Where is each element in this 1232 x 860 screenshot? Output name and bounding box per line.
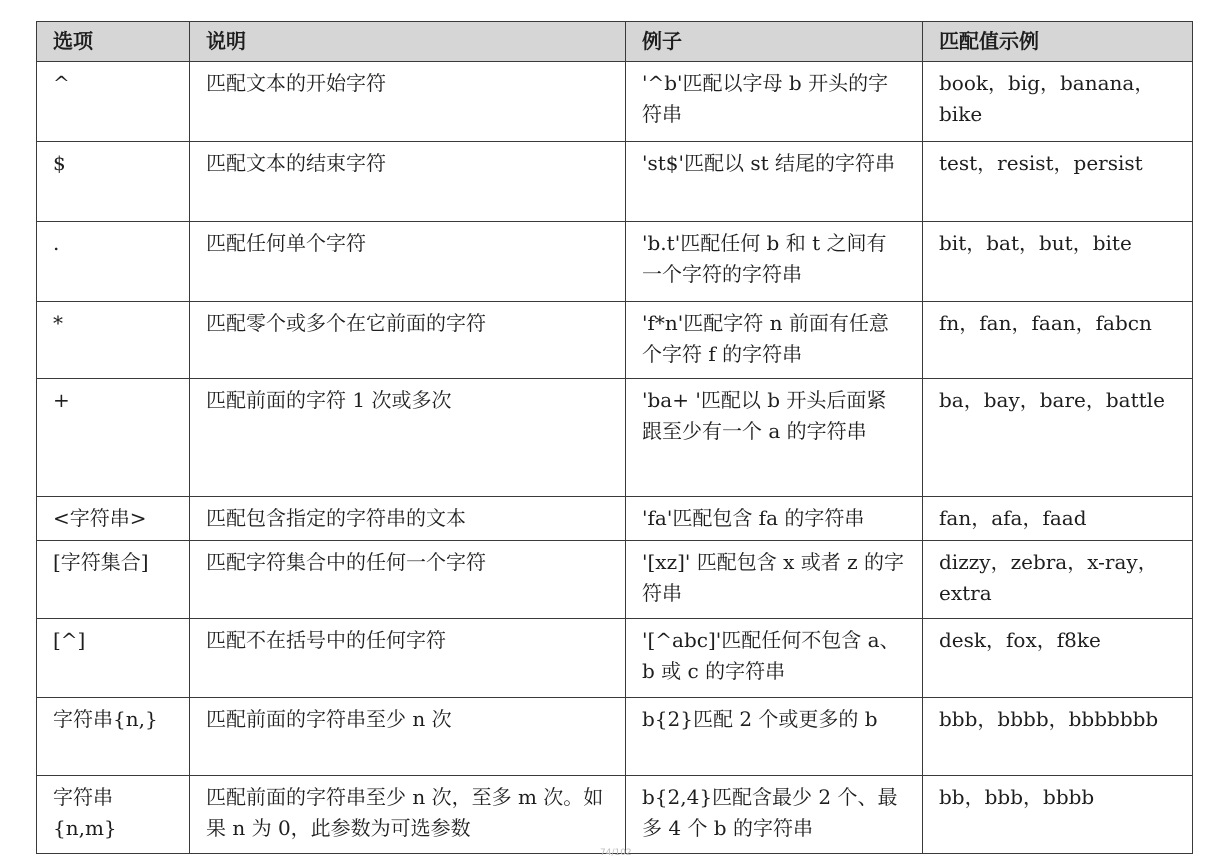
description-cell: 匹配前面的字符串至少 n 次，至多 m 次。如果 n 为 0，此参数为可选参数: [190, 776, 626, 854]
description-cell: 匹配前面的字符 1 次或多次: [190, 379, 626, 497]
example-cell: 'b.t'匹配任何 b 和 t 之间有一个字符的字符串: [626, 222, 923, 302]
table-row: [37, 222, 1193, 302]
table-row: [37, 62, 1193, 142]
table-row: [37, 619, 1193, 698]
example-cell: 'f*n'匹配字符 n 前面有任意个字符 f 的字符串: [626, 302, 923, 379]
table-row: [37, 541, 1193, 619]
description-cell: 匹配字符集合中的任何一个字符: [190, 541, 626, 619]
match-cell: fn，fan，faan，fabcn: [923, 302, 1193, 379]
header-description: 说明: [190, 22, 626, 62]
table-row: [37, 776, 1193, 854]
match-cell: test，resist，persist: [923, 142, 1193, 222]
example-cell: 'fa'匹配包含 fa 的字符串: [626, 497, 923, 541]
table-row: [37, 497, 1193, 541]
header-option: 选项: [37, 22, 190, 62]
header-match-examples: 匹配值示例: [923, 22, 1193, 62]
match-cell: ba，bay，bare，battle: [923, 379, 1193, 497]
description-cell: 匹配零个或多个在它前面的字符: [190, 302, 626, 379]
description-cell: 匹配包含指定的字符串的文本: [190, 497, 626, 541]
match-cell: bbb，bbbb，bbbbbbb: [923, 698, 1193, 776]
description-cell: 匹配任何单个字符: [190, 222, 626, 302]
table-body: [37, 62, 1193, 854]
example-cell: '[^abc]'匹配任何不包含 a、b 或 c 的字符串: [626, 619, 923, 698]
table-row: [37, 698, 1193, 776]
table-row: [37, 142, 1193, 222]
option-cell: [字符集合]: [37, 541, 190, 619]
description-cell: 匹配文本的开始字符: [190, 62, 626, 142]
header-row: [37, 22, 1193, 62]
example-cell: b{2,4}匹配含最少 2 个、最多 4 个 b 的字符串: [626, 776, 923, 854]
option-cell: 字符串{n,m}: [37, 776, 190, 854]
regex-options-table: [36, 21, 1193, 854]
option-cell: $: [37, 142, 190, 222]
header-example: 例子: [626, 22, 923, 62]
option-cell: [^]: [37, 619, 190, 698]
description-cell: 匹配不在括号中的任何字符: [190, 619, 626, 698]
option-cell: .: [37, 222, 190, 302]
table-row: [37, 302, 1193, 379]
example-cell: 'ba+ '匹配以 b 开头后面紧跟至少有一个 a 的字符串: [626, 379, 923, 497]
option-cell: ^: [37, 62, 190, 142]
example-cell: 'st$'匹配以 st 结尾的字符串: [626, 142, 923, 222]
match-cell: bit，bat，but，bite: [923, 222, 1193, 302]
match-cell: desk，fox，f8ke: [923, 619, 1193, 698]
description-cell: 匹配文本的结束字符: [190, 142, 626, 222]
table-header: [37, 22, 1193, 62]
option-cell: +: [37, 379, 190, 497]
match-cell: bb，bbb，bbbb: [923, 776, 1193, 854]
option-cell: 字符串{n,}: [37, 698, 190, 776]
table-row: [37, 379, 1193, 497]
example-cell: '[xz]' 匹配包含 x 或者 z 的字符串: [626, 541, 923, 619]
match-cell: dizzy，zebra，x-ray，extra: [923, 541, 1193, 619]
option-cell: <字符串>: [37, 497, 190, 541]
description-cell: 匹配前面的字符串至少 n 次: [190, 698, 626, 776]
example-cell: '^b'匹配以字母 b 开头的字符串: [626, 62, 923, 142]
match-cell: fan，afa，faad: [923, 497, 1193, 541]
example-cell: b{2}匹配 2 个或更多的 b: [626, 698, 923, 776]
option-cell: *: [37, 302, 190, 379]
page-number: 74/102: [600, 848, 632, 858]
match-cell: book，big，banana，bike: [923, 62, 1193, 142]
